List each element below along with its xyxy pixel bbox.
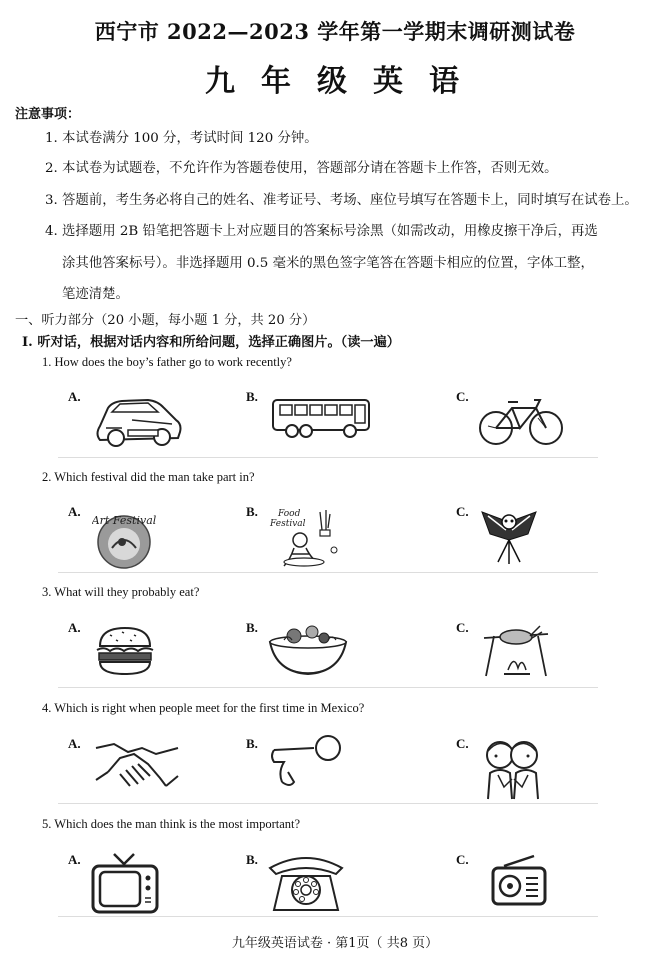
- divider: [58, 687, 598, 688]
- option-label: A.: [68, 389, 81, 404]
- notice-item-4-end: 笔迹清楚。: [62, 287, 129, 302]
- car-icon: [92, 390, 184, 452]
- page-footer: 九年级英语试卷 · 第1页（ 共8 页）: [231, 936, 439, 951]
- hamburger-icon: [94, 626, 156, 676]
- divider: [58, 916, 598, 917]
- option-label: C.: [456, 736, 469, 751]
- question-2: 2. Which festival did the man take part in?: [42, 470, 255, 484]
- option-label: B.: [246, 504, 258, 519]
- handshake-icon: [94, 738, 180, 796]
- notice-item-4-cont: 涂其他答案标号）。非选择题用 0.5 毫米的黑色签字笔答在答题卡相应的位置，字体工整，: [62, 256, 594, 271]
- notice-heading: 注意事项：: [15, 107, 81, 122]
- question-4: 4. Which is right when people meet for the first time in Mexico?: [42, 701, 365, 715]
- art-festival-icon: [92, 502, 156, 570]
- food-festival-icon: [264, 502, 344, 570]
- notice-item-4: 4. 选择题用 2B 铅笔把答题卡上对应题目的答案标号涂黑（如需改动，用橡皮擦干净后，再选: [45, 224, 598, 239]
- option-label: B.: [246, 736, 258, 751]
- option-label: C.: [456, 852, 469, 867]
- kite-icon: [478, 504, 540, 566]
- art-festival-caption: Art Festival: [92, 514, 156, 527]
- option-label: A.: [68, 852, 81, 867]
- option-label: C.: [456, 389, 469, 404]
- question-1: 1. How does the boy’s father go to work recently?: [42, 355, 292, 369]
- option-label: B.: [246, 852, 258, 867]
- notice-item-1: 1. 本试卷满分 100 分，考试时间 120 分钟。: [45, 131, 318, 146]
- option-label: B.: [246, 620, 258, 635]
- divider: [58, 572, 598, 573]
- exam-title: 西宁市 2022—2023 学年第一学期末调研测试卷: [94, 19, 576, 44]
- roast-icon: [480, 620, 552, 678]
- food-festival-caption-1: Food: [278, 509, 301, 519]
- noodle-bowl-icon: [266, 622, 350, 678]
- divider: [58, 803, 598, 804]
- option-label: A.: [68, 736, 81, 751]
- radio-icon: [490, 852, 548, 908]
- option-label: B.: [246, 389, 258, 404]
- food-festival-caption-2: Festival: [270, 519, 306, 529]
- tv-icon: [90, 850, 160, 916]
- bow-icon: [266, 732, 352, 792]
- kiss-icon: [478, 735, 548, 801]
- option-label: C.: [456, 504, 469, 519]
- option-label: C.: [456, 620, 469, 635]
- telephone-icon: [264, 852, 348, 914]
- bus-icon: [270, 396, 374, 440]
- divider: [58, 457, 598, 458]
- part-heading: Ⅰ. 听对话，根据对话内容和所给问题，选择正确图片。（读一遍）: [22, 335, 400, 350]
- option-label: A.: [68, 620, 81, 635]
- notice-item-2: 2. 本试卷为试题卷，不允许作为答题卷使用，答题部分请在答题卡上作答，否则无效。: [45, 161, 558, 176]
- section-heading: 一、听力部分（20 小题，每小题 1 分，共 20 分）: [15, 313, 316, 328]
- subject-title: 九年级英语: [205, 64, 485, 99]
- option-label: A.: [68, 504, 81, 519]
- question-5: 5. Which does the man think is the most important?: [42, 817, 301, 831]
- notice-item-3: 3. 答题前，考生务必将自己的姓名、准考证号、考场、座位号填写在答题卡上，同时填写在试卷上。: [45, 193, 638, 208]
- bicycle-icon: [478, 390, 564, 448]
- question-3: 3. What will they probably eat?: [42, 585, 200, 599]
